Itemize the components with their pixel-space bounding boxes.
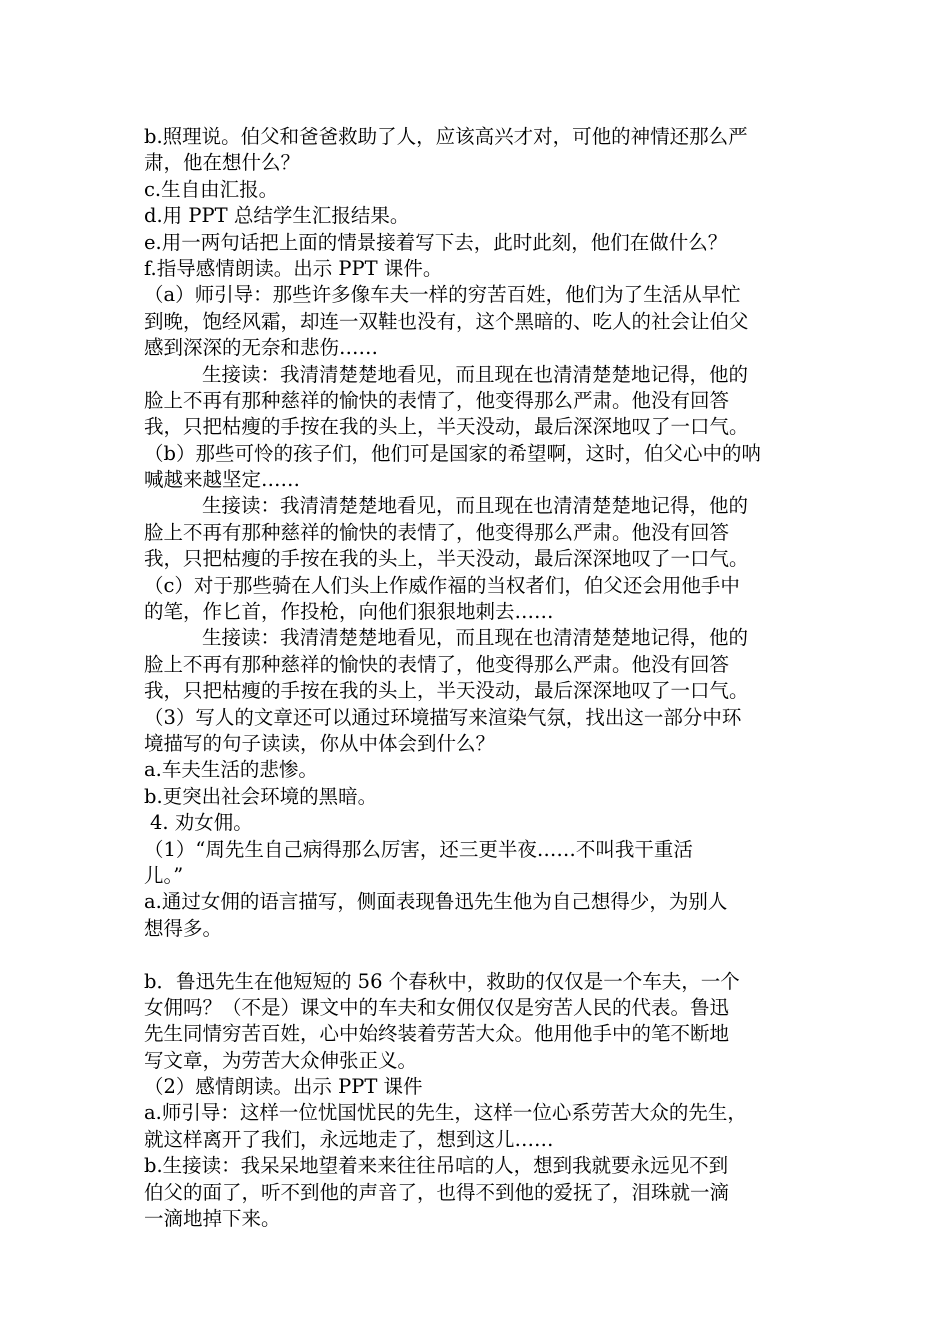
text-line: （1）“周先生自己病得那么厉害，还三更半夜……不叫我干重活 bbox=[144, 837, 693, 861]
text-line: （c）对于那些骑在人们头上作威作福的当权者们，伯父还会用他手中 bbox=[144, 573, 740, 597]
text-line: （3）写人的文章还可以通过环境描写来渲染气氛，找出这一部分中环 bbox=[144, 705, 742, 729]
text-line: 喊越来越坚定…… bbox=[144, 468, 301, 492]
text-line: b.照理说。伯父和爸爸救助了人，应该高兴才对，可他的神情还那么严 bbox=[144, 125, 748, 148]
text-line: 脸上不再有那种慈祥的愉快的表情了，他变得那么严肃。他没有回答 bbox=[144, 520, 730, 544]
text-line: b．鲁迅先生在他短短的 56 个春秋中，救助的仅仅是一个车夫，一个 bbox=[144, 969, 740, 993]
text-line: 我，只把枯瘦的手按在我的头上，半天没动，最后深深地叹了一口气。 bbox=[144, 415, 749, 439]
text-line: b.生接读：我呆呆地望着来来往往吊唁的人，想到我就要永远见不到 bbox=[144, 1154, 729, 1178]
text-line: 生接读：我清清楚楚地看见，而且现在也清清楚楚地记得，他的 bbox=[202, 362, 749, 386]
text-line: 生接读：我清清楚楚地看见，而且现在也清清楚楚地记得，他的 bbox=[202, 494, 749, 518]
text-line: （2）感情朗读。出示 PPT 课件 bbox=[144, 1075, 423, 1099]
text-line: 境描写的句子读读，你从中体会到什么？ bbox=[144, 731, 496, 755]
text-line: c.生自由汇报。 bbox=[144, 177, 279, 201]
text-line: 我，只把枯瘦的手按在我的头上，半天没动，最后深深地叹了一口气。 bbox=[144, 679, 749, 703]
text-line: b.更突出社会环境的黑暗。 bbox=[144, 784, 378, 808]
text-line: a.通过女佣的语言描写，侧面表现鲁迅先生他为自己想得少，为别人 bbox=[144, 890, 728, 914]
text-line: 到晚，饱经风霜，却连一双鞋也没有，这个黑暗的、吃人的社会让伯父 bbox=[144, 309, 749, 333]
text-line: 女佣吗？（不是）课文中的车夫和女佣仅仅是穷苦人民的代表。鲁迅 bbox=[144, 995, 730, 1019]
text-line: 的笔，作匕首，作投枪，向他们狠狠地刺去…… bbox=[144, 600, 554, 624]
text-line: 脸上不再有那种慈祥的愉快的表情了，他变得那么严肃。他没有回答 bbox=[144, 388, 730, 412]
text-line: 肃，他在想什么？ bbox=[144, 151, 301, 175]
text-line: a.车夫生活的悲惨。 bbox=[144, 758, 318, 782]
text-line: 脸上不再有那种慈祥的愉快的表情了，他变得那么严肃。他没有回答 bbox=[144, 652, 730, 676]
text-line: 就这样离开了我们，永远地走了，想到这儿…… bbox=[144, 1127, 554, 1151]
document-page bbox=[144, 124, 810, 1232]
text-line: d.用 PPT 总结学生汇报结果。 bbox=[144, 204, 410, 228]
text-line: e.用一两句话把上面的情景接着写下去，此时此刻，他们在做什么？ bbox=[144, 230, 728, 254]
text-line: 写文章，为劳苦大众伸张正义。 bbox=[144, 1048, 418, 1072]
text-line: （a）师引导：那些许多像车夫一样的穷苦百姓，他们为了生活从早忙 bbox=[144, 283, 741, 307]
text-line: （b）那些可怜的孩子们，他们可是国家的希望啊，这时，伯父心中的呐 bbox=[144, 441, 761, 465]
text-line: f.指导感情朗读。出示 PPT 课件。 bbox=[144, 256, 443, 280]
text-line: 想得多。 bbox=[144, 916, 223, 940]
paragraph-gap bbox=[144, 942, 810, 968]
text-line: 我，只把枯瘦的手按在我的头上，半天没动，最后深深地叹了一口气。 bbox=[144, 547, 749, 571]
text-line: 儿。” bbox=[144, 863, 184, 887]
text-line: 伯父的面了，听不到他的声音了，也得不到他的爱抚了，泪珠就一滴 bbox=[144, 1180, 730, 1204]
text-line: 先生同情穷苦百姓，心中始终装着劳苦大众。他用他手中的笔不断地 bbox=[144, 1022, 730, 1046]
text-line: 感到深深的无奈和悲伤…… bbox=[144, 336, 379, 360]
text-line: 4. 劝女佣。 bbox=[150, 811, 253, 835]
text-line: 一滴地掉下来。 bbox=[144, 1207, 281, 1231]
text-line: a.师引导：这样一位忧国忧民的先生，这样一位心系劳苦大众的先生， bbox=[144, 1101, 747, 1125]
text-line: 生接读：我清清楚楚地看见，而且现在也清清楚楚地记得，他的 bbox=[202, 626, 749, 650]
